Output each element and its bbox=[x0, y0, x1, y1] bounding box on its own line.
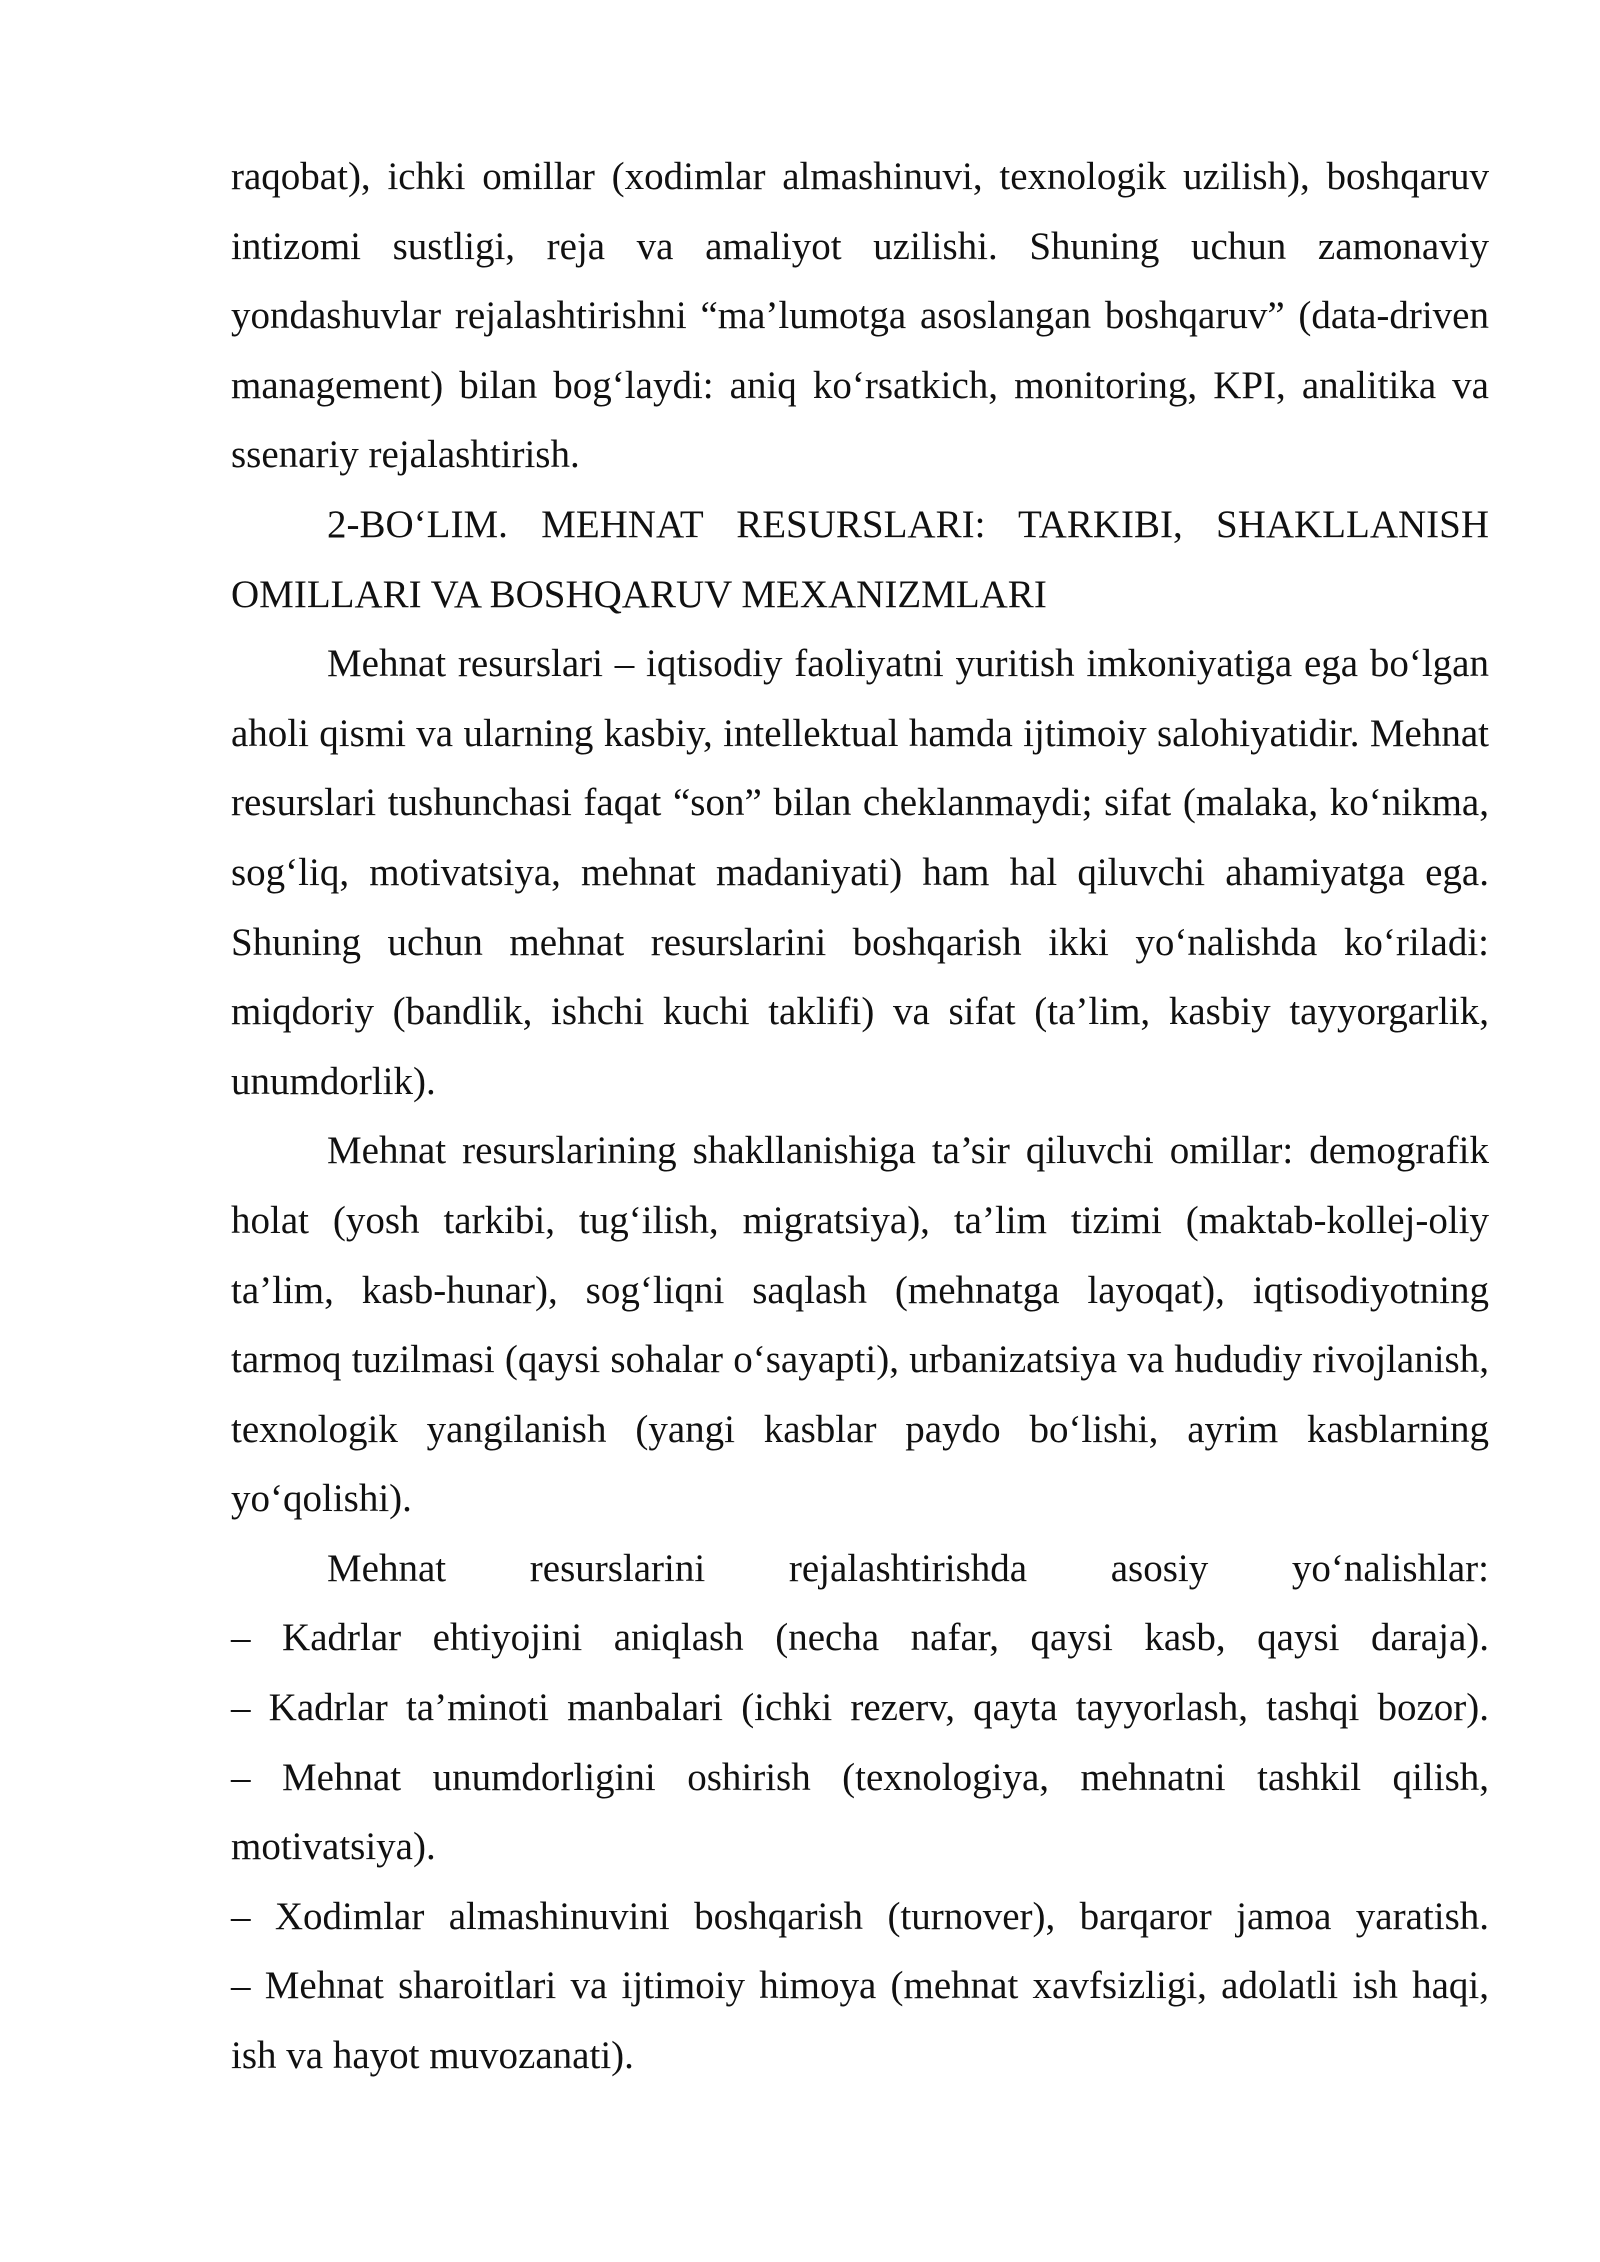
list-item: – Kadrlar ehtiyojini aniqlash (necha nafar, qaysi kasb, qaysi daraja). bbox=[231, 1616, 1489, 1660]
list-item: – Mehnat sharoitlari va ijtimoiy himoya (mehnat xavfsizligi, adolatli ish haqi, ish va hayot muvozanati). bbox=[231, 1964, 1489, 2078]
section-heading: 2-BO‘LIM. MEHNAT RESURSLARI: TARKIBI, SHAKLLANISH OMILLARI VA BOSHQARUV MEXANIZMLARI bbox=[231, 502, 1489, 616]
list-item: – Mehnat unumdorligini oshirish (texnologiya, mehnatni tashkil qilish, motivatsiya). bbox=[231, 1755, 1489, 1869]
list-item: – Xodimlar almashinuvini boshqarish (turnover), barqaror jamoa yaratish. bbox=[231, 1894, 1489, 1938]
body-paragraph-factors: Mehnat resurslarining shakllanishiga ta’sir qiluvchi omillar: demografik holat (yosh tarkibi, tug‘ilish, migratsiya), ta’lim tizimi (maktab-kollej-oliy ta’lim, kasb-hunar), sog‘liqni saqlash (mehnatga layoqat), iqtisodiyotning tarmoq tuzilmasi (qaysi sohalar o‘sayapti), urbanizatsiya va hududiy rivojlanish, texnologik yangilanish (yangi kasblar paydo bo‘lishi, ayrim kasblarning yo‘qolishi). bbox=[231, 1129, 1489, 1521]
continuation-paragraph: raqobat), ichki omillar (xodimlar almashinuvi, texnologik uzilish), boshqaruv intizomi sustligi, reja va amaliyot uzilishi. Shuning uchun zamonaviy yondashuvlar rejalashtirishni “ma’lumotga asoslangan boshqaruv” (data-driven management) bilan bog‘laydi: aniq ko‘rsatkich, monitoring, KPI, analitika va ssenariy rejalashtirish. bbox=[231, 155, 1489, 477]
list-intro: Mehnat resurslarini rejalashtirishda asosiy yo‘nalishlar: bbox=[327, 1546, 1489, 1590]
body-paragraph-definition: Mehnat resurslari – iqtisodiy faoliyatni yuritish imkoniyatiga ega bo‘lgan aholi qismi va ularning kasbiy, intellektual hamda ijtimoiy salohiyatidir. Mehnat resurslari tushunchasi faqat “son” bilan cheklanmaydi; sifat (malaka, ko‘nikma, sog‘liq, motivatsiya, mehnat madaniyati) ham hal qiluvchi ahamiyatga ega. Shuning uchun mehnat resurslarini boshqarish ikki yo‘nalishda ko‘riladi: miqdoriy (bandlik, ishchi kuchi taklifi) va sifat (ta’lim, kasbiy tayyorgarlik, unumdorlik). bbox=[231, 642, 1489, 1103]
list-item: – Kadrlar ta’minoti manbalari (ichki rezerv, qayta tayyorlash, tashqi bozor). bbox=[231, 1686, 1489, 1730]
document-body bbox=[231, 142, 1489, 2091]
